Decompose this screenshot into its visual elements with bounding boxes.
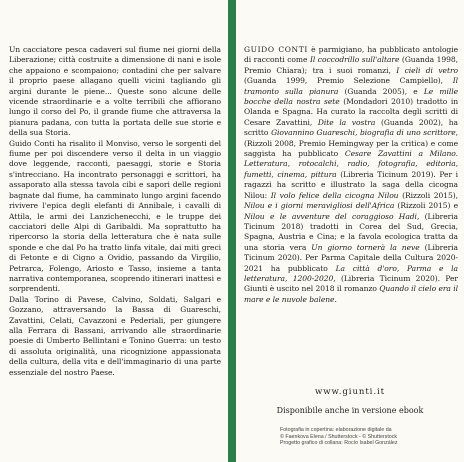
- credit-line: Fotografia in copertina: elaborazione digitale da: [280, 427, 392, 433]
- publisher-website[interactable]: www.giunti.it: [315, 387, 385, 397]
- left-flap: [0, 0, 228, 462]
- bio-title-run: Cesare Zavattini a Milano. Letteratura, rotocalchi, radio, fotografia, editoria, fumetti, cinema, pittura: [244, 149, 458, 179]
- bio-title-run: La città d'oro, Parma e la letteratura, 1200-2020: [244, 263, 458, 283]
- credit-line: © Faenkova Elena / Shutterstock - © Shutterstock: [280, 433, 398, 440]
- bio-text-run: , (Libreria Ticinum 2018) tradotti in Corea del Sud, Grecia, Spagna, Austria e Cina; e la favola ecologica tratta da una storia vera: [244, 211, 458, 252]
- bio-text-run: , (Libreria Ticinum 2020). Per Giunti è uscito nel 2018 il romanzo: [244, 273, 458, 294]
- author-bio: [244, 45, 458, 305]
- ebook-note: Disponibile anche in versione ebook: [276, 406, 424, 415]
- bio-text-run: (Rizzoli 2015) e: [394, 201, 458, 211]
- bio-title-run: Dite la vostra: [317, 117, 376, 127]
- bio-text-run: (Rizzoli 2015),: [398, 190, 458, 200]
- flap-footer: [236, 376, 464, 462]
- synopsis-paragraph-3: Dalla Torino di Pavese, Calvino, Soldati, Salgari e Gozzano, attraversando la Bassa di Guareschi, Zavattini, Celati, Cavazzoni e Pederiali, per giungere alla Ferrara di Bassani, arrivando alle straordinarie poesie di Umberto Bellintani e Tonino Guerra: un testo di assoluta originalità, una ricognizione appassionata della cultura, della vita e dell'immaginario di una parte essenziale del nostro Paese.: [9, 294, 221, 377]
- bio-text-run: (Guanda 1998, Premio Chiara); tra i suoi romanzi,: [244, 55, 458, 75]
- credit-line: Progetto grafico di collana: Rocío Isabel González: [280, 440, 398, 447]
- bio-title-run: Nilou e i giorni meravigliosi dell'Africa: [244, 201, 395, 211]
- synopsis-paragraph-2: Guido Conti ha risalito il Monviso, verso le sorgenti del fiume per poi discendere verso il delta in un viaggio dove leggende, racconti, paesaggi, storie e Storia s'intrecciano. Ha incontrato personaggi e scrittori, ha assaporato alla stessa tavola cibi e sapori delle regioni bagnate dal fiume, ha camminato lungo argini facendo rivivere l'epica degli elefanti di Annibale, i cavalli di Attila, le armi dei Lanzichenecchi, e le truppe dei cacciatori delle Alpi di Garibaldi. Ma soprattutto ha ripercorso la storia della letteratura che è nata sulle sponde e che dal Po ha tratto linfa vitale, dai miti greci di Fetonte e di Cigno a Ovidio, passando da Virgilio, Petrarca, Folengo, Ariosto e Tasso, insieme a tanta narrativa contemporanea, scoprendo itinerari inattesi e sorprendenti.: [9, 138, 221, 294]
- bio-title-run: Il coccodrillo sull'altare: [309, 55, 400, 65]
- bio-title-run: Giovannino Guareschi, biografia di uno scrittore: [271, 128, 456, 138]
- bio-title-run: Nilou e le avventure del coraggioso Hadi: [244, 211, 417, 221]
- bio-text-run: (Guanda 1999, Premio Selezione Campiello),: [244, 76, 453, 86]
- cover-credits: [280, 427, 464, 447]
- right-flap: [236, 0, 464, 462]
- bio-title-run: Quando il cielo era il mare e le nuvole balene: [244, 284, 458, 304]
- bio-title-run: Il volo felice della cicogna Nilou: [270, 190, 399, 200]
- bio-text-run: , (Rizzoli 2008, Premio Hemingway per la critica) e come saggista ha pubblicato: [244, 128, 458, 159]
- bio-text-run: è parmigiano, ha pubblicato antologie di racconti come: [244, 45, 458, 65]
- bio-text-run: (Libreria Ticinum 2020). Per Parma Capitale della Cultura 2020-2021 ha pubblicato: [244, 242, 458, 273]
- bio-text-run: (Guanda 2002), ha scritto: [244, 117, 459, 138]
- bio-text-run: (Guanda 2005), e: [338, 86, 424, 96]
- author-name: GUIDO CONTI: [244, 45, 308, 54]
- bio-title-run: I cieli di vetro: [396, 65, 458, 75]
- bio-title-run: Le mille bocche della nostra sete: [244, 86, 458, 107]
- bio-title-run: Un giorno tornerà la neve: [311, 242, 420, 252]
- synopsis-paragraph-1: Un cacciatore pesca cadaveri sul fiume nei giorni della Liberazione; città costruite a dimensione di nani e isole che appaiono e scompaiono; contadini che per salvare il proprio paese allagano quelli vicini tagliando gli argini durante le piene... Queste sono alcune delle vicende straordinarie e a volte terribili che affiorano lungo il corso del Po, il grande fiume che attraversa la pianura padana, con tutta la portata delle sue storie e della sua Storia.: [9, 45, 221, 138]
- bio-title-run: Il tramonto sulla pianura: [244, 76, 458, 96]
- bio-text-run: (Libreria Ticinum 2019). Per i ragazzi ha scritto e illustrato la saga della cicogna Nilou:: [244, 169, 459, 200]
- bio-text-run: .: [334, 294, 337, 304]
- bio-text-run: (Mondadori 2010) tradotto in Olanda e Spagna. Ha curato la raccolta degli scritti di Cesare Zavattini,: [244, 97, 459, 127]
